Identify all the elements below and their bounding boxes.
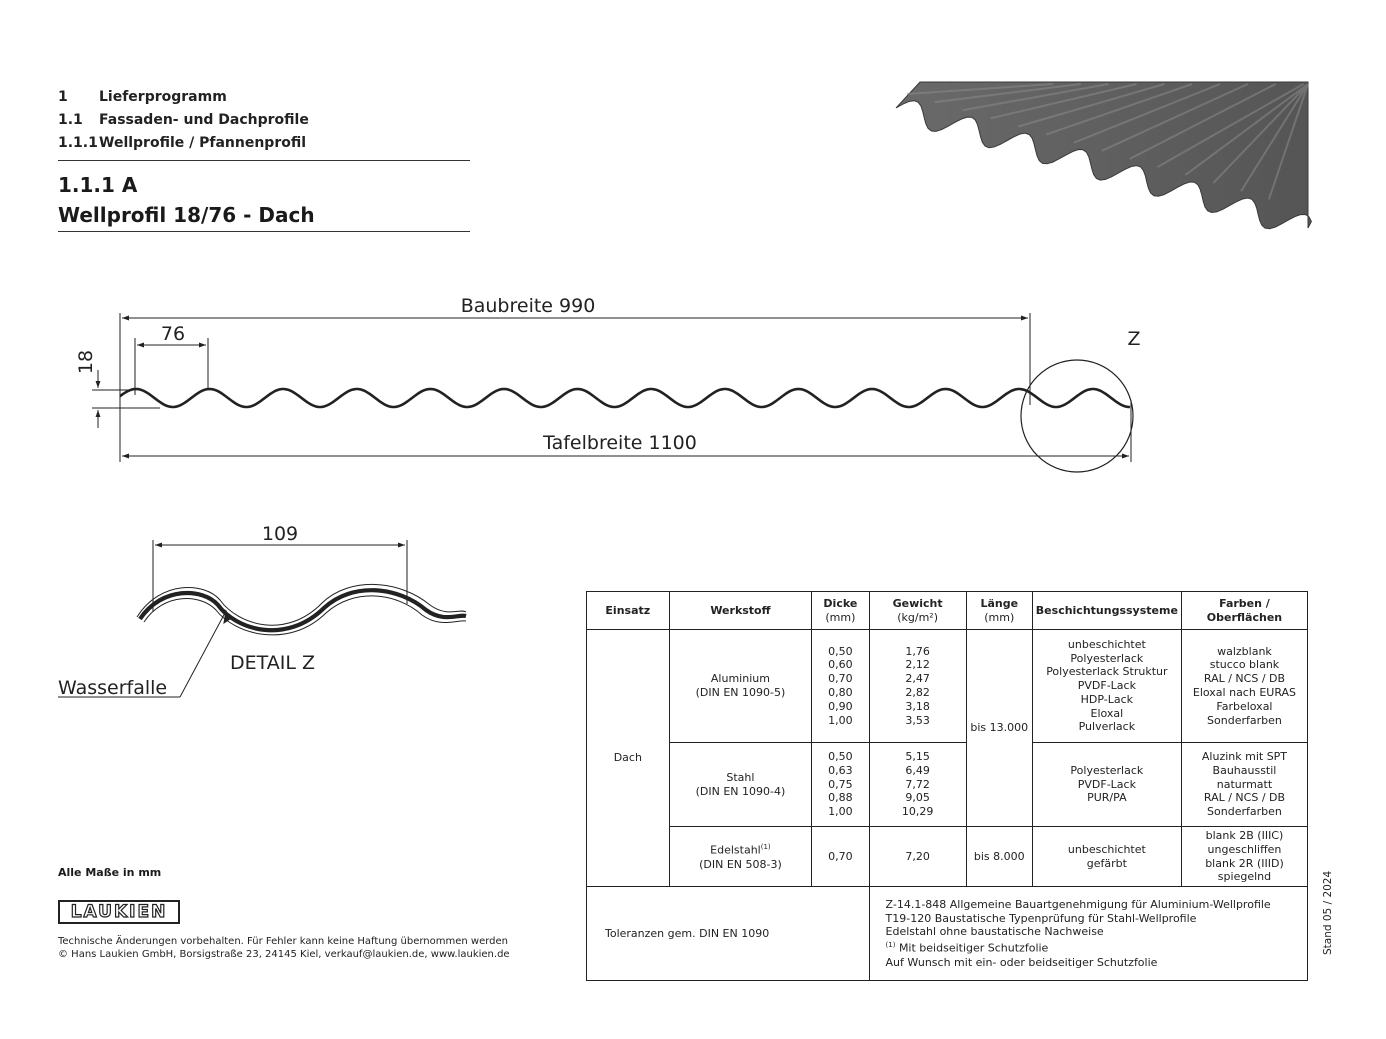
address: © Hans Laukien GmbH, Borsigstraße 23, 24145 Kiel, verkauf@laukien.de, www.laukien.de [58, 949, 510, 960]
cell-werkstoff: Aluminium (DIN EN 1090-5) [669, 630, 812, 743]
detail-marker-label: Z [1127, 328, 1141, 350]
werkstoff-name: Edelstahl [710, 844, 761, 858]
laukien-logo: LAUKIEN [58, 900, 180, 924]
note-line: Z-14.1-848 Allgemeine Bauartgenehmigung für Aluminium-Wellprofile [885, 897, 1271, 911]
cell-dicke: 0,70 [812, 827, 869, 887]
header-farben: Farben / Oberflächen [1181, 592, 1307, 630]
header-gewicht-label: Gewicht [892, 596, 943, 610]
toc-number: 1 [58, 89, 68, 105]
detail-z-label: DETAIL Z [230, 652, 316, 674]
cell-laenge: bis 8.000 [966, 827, 1032, 887]
disclaimer: Technische Änderungen vorbehalten. Für Fehler kann keine Haftung übernommen werden [58, 936, 509, 947]
cell-laenge: bis 13.000 [966, 630, 1032, 827]
cell-werkstoff [669, 827, 812, 887]
title-name: Wellprofil 18/76 - Dach [58, 203, 315, 227]
header-gewicht-unit: (kg/m²) [897, 610, 938, 624]
toc-label: Wellprofile / Pfannenprofil [99, 135, 307, 151]
cell-notes [869, 887, 1307, 981]
footnote-marker: (1) [760, 843, 771, 852]
leader-line [180, 611, 226, 697]
header-beschichtung: Beschichtungssysteme [1032, 592, 1181, 630]
table-row [587, 887, 1308, 981]
sheet-illustration [896, 82, 1311, 229]
header-einsatz: Einsatz [587, 592, 670, 630]
wasserfalle-label: Wasserfalle [58, 677, 168, 699]
cell-farben: Aluzink mit SPT Bauhausstil naturmatt RAL / NCS / DB Sonderfarben [1181, 743, 1307, 827]
cell-einsatz: Dach [587, 630, 670, 887]
cell-toleranzen: Toleranzen gem. DIN EN 1090 [587, 887, 870, 981]
toc-number: 1.1 [58, 112, 83, 128]
header-dicke-unit: (mm) [825, 610, 856, 624]
baubreite-label: Baubreite 990 [460, 295, 596, 317]
detail-circle [1021, 360, 1133, 472]
detail-width-label: 109 [261, 523, 299, 545]
cell-dicke: 0,50 0,60 0,70 0,80 0,90 1,00 [812, 630, 869, 743]
toc-label: Fassaden- und Dachprofile [99, 112, 309, 128]
cell-farben: blank 2B (IIIC) ungeschliffen blank 2R (IIID) spiegelnd [1181, 827, 1307, 887]
toc-label: Lieferprogramm [99, 89, 227, 105]
pitch-label: 76 [160, 323, 186, 345]
note-line: Edelstahl ohne baustatische Nachweise [885, 925, 1104, 939]
table-row [587, 630, 1308, 743]
cell-gewicht: 1,76 2,12 2,47 2,82 3,18 3,53 [869, 630, 966, 743]
header-laenge-unit: (mm) [984, 610, 1015, 624]
cell-werkstoff: Stahl (DIN EN 1090-4) [669, 743, 812, 827]
footnote-marker: (1) [885, 941, 896, 950]
cell-dicke: 0,50 0,63 0,75 0,88 1,00 [812, 743, 869, 827]
cell-gewicht: 7,20 [869, 827, 966, 887]
header-gewicht [869, 592, 966, 630]
cell-gewicht: 5,15 6,49 7,72 9,05 10,29 [869, 743, 966, 827]
note-line [886, 939, 1304, 955]
note-text: Mit beidseitiger Schutzfolie [898, 941, 1049, 955]
units-note: Alle Maße in mm [58, 866, 162, 879]
note-line: T19-120 Baustatische Typenprüfung für Stahl-Wellprofile [885, 911, 1197, 925]
cell-beschichtung: Polyesterlack PVDF-Lack PUR/PA [1032, 743, 1181, 827]
spec-table [586, 591, 1308, 981]
werkstoff-norm: (DIN EN 508-3) [699, 857, 782, 871]
header-laenge-label: Länge [980, 596, 1019, 610]
table-header-row [587, 592, 1308, 630]
note-line: Auf Wunsch mit ein- oder beidseitiger Schutzfolie [885, 955, 1158, 969]
header-werkstoff: Werkstoff [669, 592, 812, 630]
stand-date: Stand 05 / 2024 [1322, 870, 1334, 955]
wave-profile [120, 389, 1130, 407]
table-row [587, 743, 1308, 827]
header-dicke-label: Dicke [823, 596, 858, 610]
table-row [587, 827, 1308, 887]
cell-beschichtung: unbeschichtet Polyesterlack Polyesterlack Struktur PVDF-Lack HDP-Lack Eloxal Pulverlack [1032, 630, 1181, 743]
cell-beschichtung: unbeschichtet gefärbt [1032, 827, 1181, 887]
header-laenge [966, 592, 1032, 630]
title-code: 1.1.1 A [58, 173, 138, 197]
header-dicke [812, 592, 869, 630]
height-label: 18 [75, 349, 97, 375]
tafelbreite-label: Tafelbreite 1100 [543, 432, 697, 454]
cell-farben: walzblank stucco blank RAL / NCS / DB Eloxal nach EURAS Farbeloxal Sonderfarben [1181, 630, 1307, 743]
toc-number: 1.1.1 [58, 135, 98, 151]
